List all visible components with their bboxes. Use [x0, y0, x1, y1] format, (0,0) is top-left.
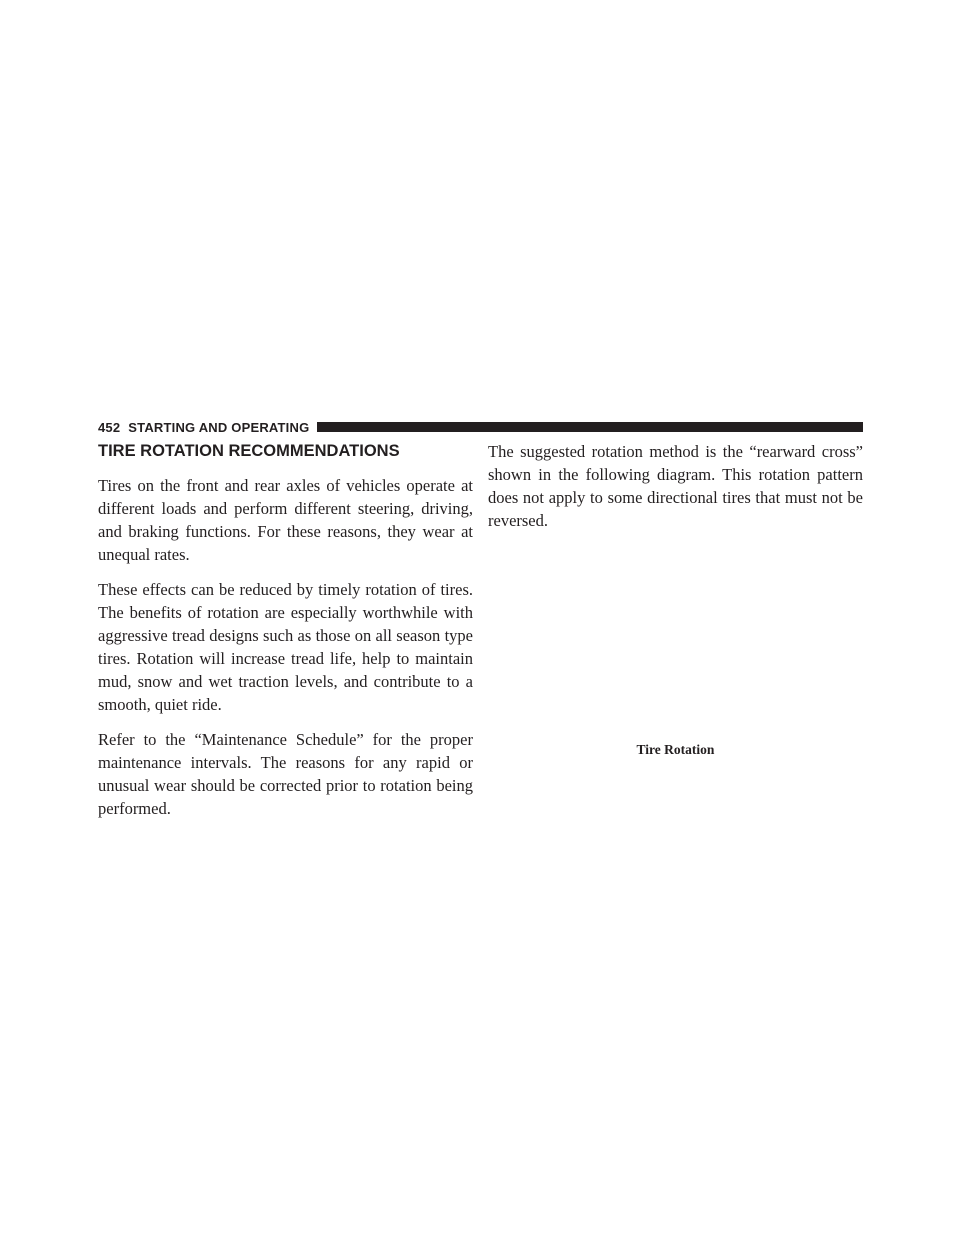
- page-header: [98, 418, 863, 436]
- paragraph: Refer to the “Maintenance Schedule” for the proper maintenance intervals. The reasons for any rapid or unusual wear should be corrected prior to rotation being performed.: [98, 730, 473, 818]
- left-column: [98, 440, 473, 832]
- right-column: [488, 440, 863, 544]
- header-rule: [317, 422, 863, 432]
- section-name: STARTING AND OPERATING: [128, 419, 310, 435]
- section-heading: TIRE ROTATION RECOMMENDATIONS: [98, 442, 400, 460]
- paragraph: These effects can be reduced by timely rotation of tires. The benefits of rotation are especially worthwhile with aggressive tread designs such as those on all season type tires. Rotation will increase tread life, help to maintain mud, snow and wet traction levels, and contribute to a smooth, quiet ride.: [98, 580, 473, 714]
- paragraph: The suggested rotation method is the “rearward cross” shown in the following diagram. This rotation pattern does not apply to some directional tires that must not be reversed.: [488, 442, 863, 530]
- figure-area: [488, 540, 863, 735]
- page-number: 452: [98, 419, 121, 435]
- figure-caption: Tire Rotation: [636, 742, 715, 757]
- paragraph: Tires on the front and rear axles of vehicles operate at different loads and perform different steering, driving, and braking functions. For these reasons, they wear at unequal rates.: [98, 476, 473, 564]
